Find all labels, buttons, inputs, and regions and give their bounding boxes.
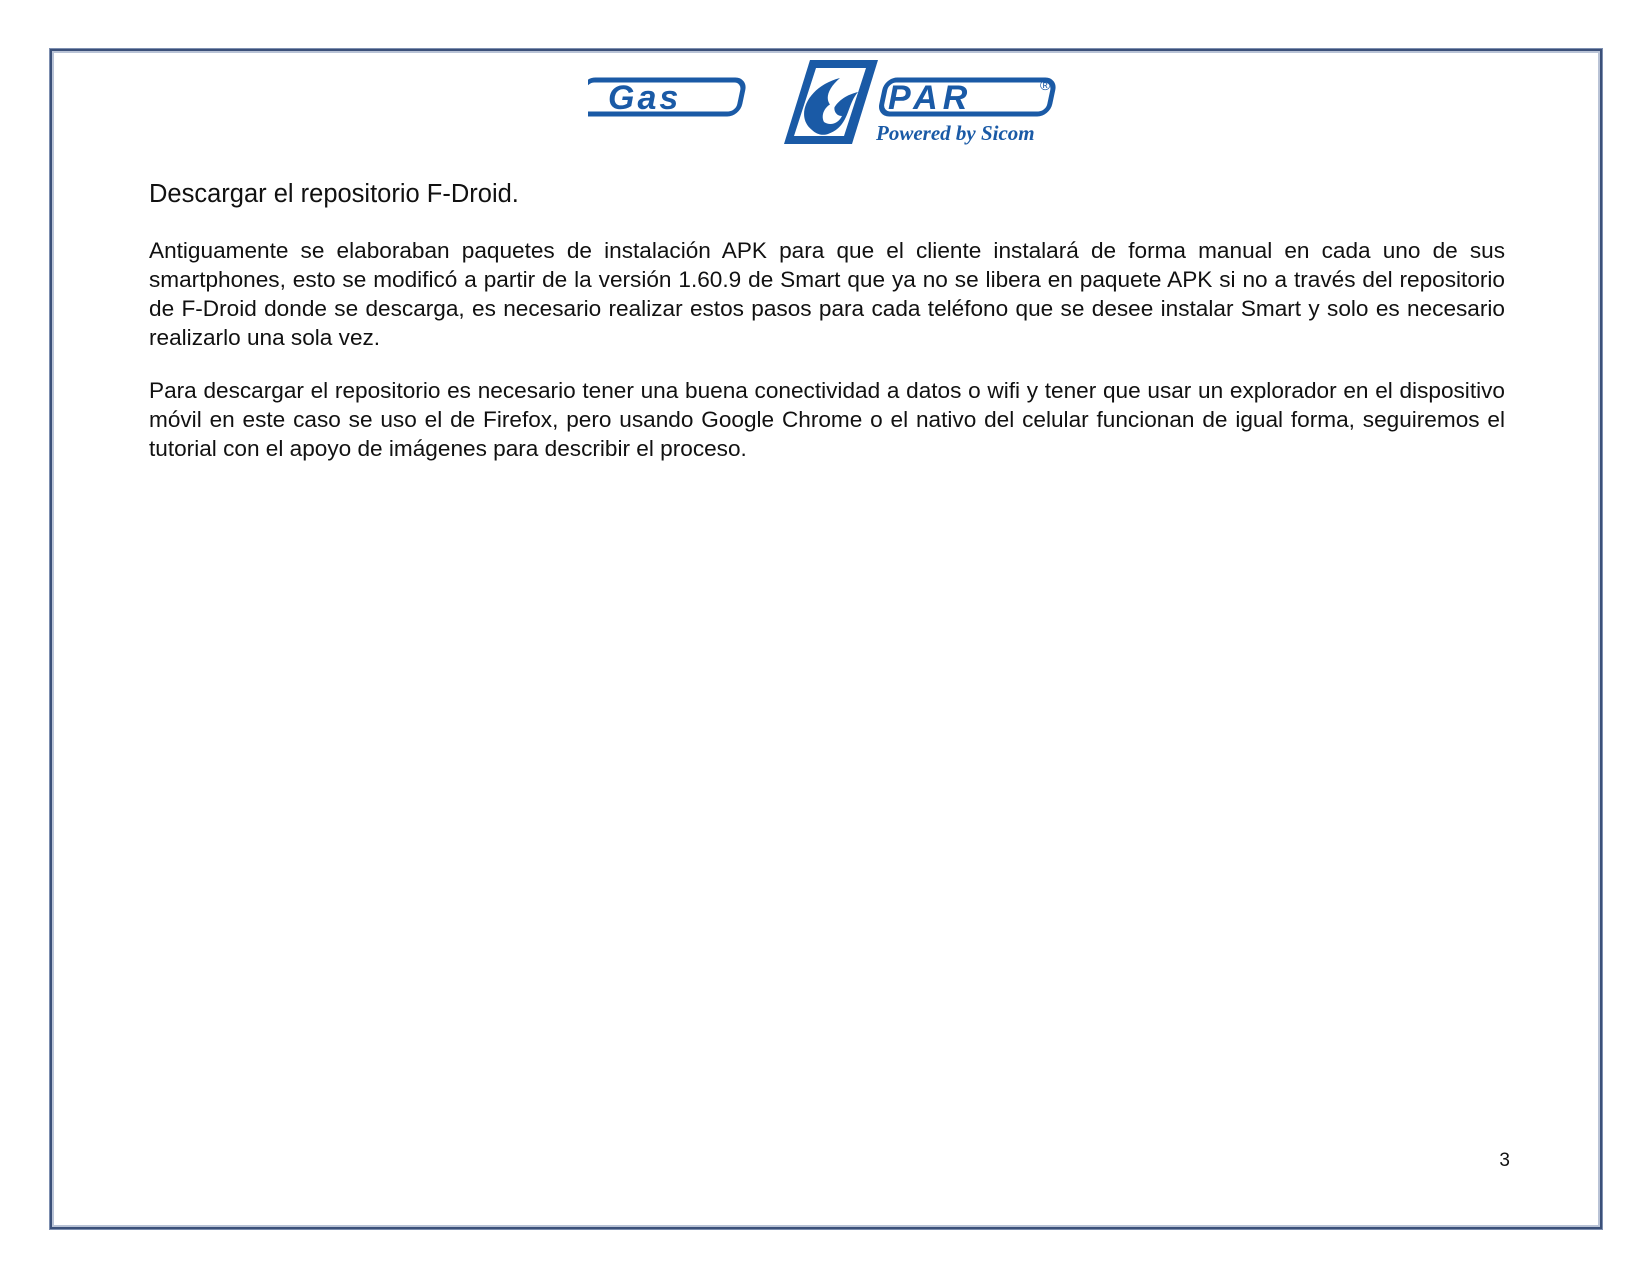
registered-mark: ®	[1040, 77, 1051, 93]
paragraph-intro: Antiguamente se elaboraban paquetes de instalación APK para que el cliente instalará de forma manual en cada uno de sus smartphones, esto se modificó a partir de la versión 1.60.9 de Smart que ya no se libera en paquete APK si no a través del repositorio de F-Droid donde se descarga, es necesario realizar estos pasos para cada teléfono que se desee instalar Smart y solo es necesario realizarlo una sola vez.	[149, 238, 1505, 350]
logo-word-gas: Gas	[608, 79, 682, 117]
logo-right-word	[880, 77, 1055, 117]
section-heading: Descargar el repositorio F-Droid.	[149, 180, 519, 208]
paragraph-requirements: Para descargar el repositorio es necesario tener una buena conectividad a datos o wifi y tener que usar un explorador en el dispositivo móvil en este caso se uso el de Firefox, pero usando Google Chrome o el nativo del celular funcionan de igual forma, seguiremos el tutorial con el apoyo de imágenes para describir el proceso.	[149, 378, 1505, 461]
page-border	[50, 49, 1602, 1229]
logo-tagline: Powered by Sicom	[876, 121, 1035, 145]
logo-word-par: PAR	[888, 79, 973, 117]
logo-left-word	[588, 79, 745, 117]
flame-emblem-icon	[784, 60, 878, 144]
page-number: 3	[1499, 1150, 1510, 1171]
gaspar-logo	[588, 56, 1072, 148]
